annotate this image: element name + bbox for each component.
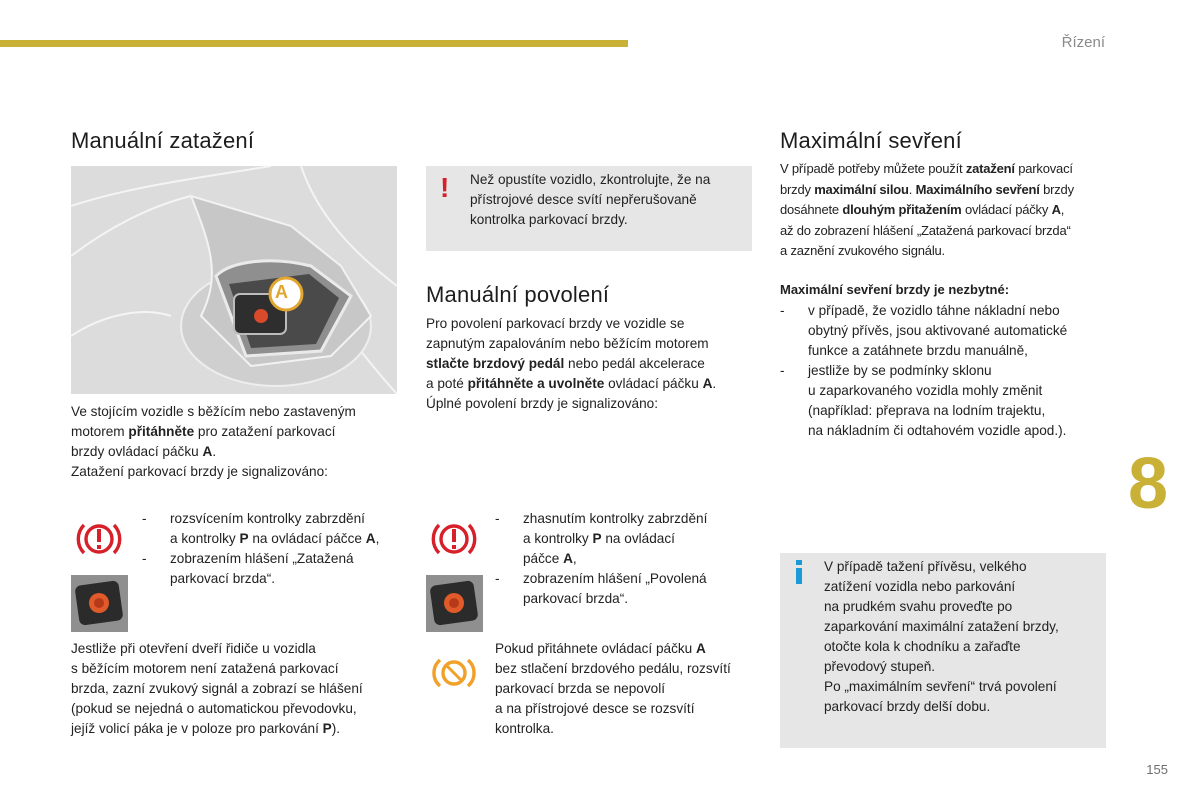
text-line [523,549,707,569]
text-line [170,509,379,529]
bold-term: A [202,444,213,459]
text-line [808,381,1066,401]
text-run: , [572,551,577,566]
text-line [71,719,401,739]
text-run: Zatažení parkovací brzdy je signalizováno: [71,464,328,479]
text-run: na prudkém svahu proveďte po [824,599,1013,614]
right-intro-paragraph [780,159,1120,262]
bold-term: P [322,721,332,736]
text-run: kontrolka. [495,721,554,736]
text-line [71,402,401,422]
section-label: Řízení [1061,34,1105,51]
text-run: . [212,444,217,459]
text-line [780,221,1120,242]
bullet-text [523,569,707,609]
bullet-item [142,549,407,589]
text-run: brzdy ovládací páčku [71,444,203,459]
brake-warning-icon [430,518,478,565]
text-run: otočte kola k chodníku a zařaďte [824,639,1021,654]
left-intro-paragraph [71,402,401,482]
right-subheading: Maximální sevření brzdy je nezbytné: [780,282,1010,297]
heading-maximum-apply: Maximální sevření [780,128,962,153]
text-run: s běžícím motorem není zatažená parkovací [71,661,339,676]
bullet-dash: - [780,363,785,378]
parking-lever-icon [71,575,128,637]
text-line [426,334,756,354]
text-line [71,462,401,482]
text-run: Pokud přitáhnete ovládací páčku [495,641,697,656]
left-bullets [142,509,407,589]
bold-term: A [702,376,713,391]
bold-term: dlouhým přitažením [842,202,962,217]
bold-term: přitáhněte [128,424,195,439]
text-run: páčce [523,551,564,566]
text-line [170,569,354,589]
text-line [808,341,1067,361]
middle-bullets [495,509,760,609]
text-line [780,241,1120,262]
bullet-text [170,549,354,589]
text-line [824,657,1104,677]
text-line [495,719,760,739]
text-run: V případě potřeby můžete použít [780,161,966,176]
bullet-dash: - [495,511,500,526]
text-run: zapnutým zapalováním nebo běžícím motorem [426,336,709,351]
text-line [808,301,1067,321]
text-line [470,170,750,190]
parking-lever-icon [426,575,483,637]
text-line [495,659,760,679]
page-number: 155 [1146,762,1168,777]
bold-term: maximální silou [814,181,909,197]
bullet-item [780,361,1115,441]
text-line [495,679,760,699]
text-run: (pokud se nejedná o automatickou převodovku, [71,701,357,716]
header-accent-bar [0,40,628,47]
text-line [470,190,750,210]
warning-icon: ! [440,172,450,203]
text-line [824,637,1104,657]
text-line [71,679,401,699]
text-run: ). [331,721,341,736]
info-icon [794,560,804,584]
bold-term: přitáhněte a uvolněte [467,376,605,391]
text-run: a kontrolky [170,531,240,546]
text-run: parkovací brzda se nepovolí [495,681,666,696]
text-line [71,639,401,659]
text-line [495,639,760,659]
brake-fault-icon [430,655,478,696]
parking-brake-illustration [71,166,397,394]
text-run: . [908,181,916,197]
warning-text [470,170,750,230]
text-line [71,422,401,442]
text-run: jejíž volicí páka je v poloze pro parkování [71,721,323,736]
text-run: Po „maximálním sevření“ trvá povolení [824,679,1057,694]
text-line [495,699,760,719]
text-run: (například: přeprava na lodním trajektu, [808,403,1046,418]
heading-manual-release: Manuální povolení [426,282,610,307]
text-run: rozsvícením kontrolky zabrzdění [170,511,365,526]
text-line [426,354,756,374]
text-run: zobrazením hlášení „Zatažená [170,551,354,566]
text-run: parkovací [1014,161,1073,176]
text-line [170,549,354,569]
bullet-dash: - [142,551,147,566]
chapter-number: 8 [1127,444,1168,524]
text-line [71,699,401,719]
text-run: zobrazením hlášení „Povolená [523,571,707,586]
text-run: kontrolka parkovací brzdy. [470,212,628,227]
left-door-paragraph [71,639,401,739]
text-run: parkovací brzda“. [523,591,629,606]
bold-term: Maximálního sevření [915,181,1040,197]
bullet-text [808,301,1067,361]
heading-manual-apply: Manuální zatažení [71,128,255,153]
brake-warning-icon [75,518,123,565]
text-line [426,314,756,334]
text-run: ovládací páčku [604,376,703,391]
bold-term: P [592,531,602,546]
text-line [824,617,1104,637]
text-run: na ovládací [601,531,675,546]
text-run: zhasnutím kontrolky zabrzdění [523,511,708,526]
text-line [808,321,1067,341]
text-run: v případě, že vozidlo táhne nákladní nebo [808,303,1060,318]
text-run: jestliže by se podmínky sklonu [808,363,992,378]
right-bullets [780,301,1115,441]
bullet-item [495,509,760,569]
text-run: Ve stojícím vozidle s běžícím nebo zastaveným [71,404,356,419]
text-line [523,589,707,609]
bold-term: A [696,641,706,656]
bold-term: A [563,551,573,566]
info-text [824,557,1104,717]
text-run: funkce a zatáhnete brzdu manuálně, [808,343,1028,358]
text-run: brzdy [1039,181,1074,197]
text-run: obytný přívěs, jsou aktivované automatické [808,323,1068,338]
text-run: a poté [426,376,468,391]
text-run: převodový stupeň. [824,659,936,674]
text-line [824,577,1104,597]
bold-term: zatažení [965,161,1015,176]
text-line [523,569,707,589]
text-line [808,401,1066,421]
text-run: Než opustíte vozidlo, zkontrolujte, že na [470,172,711,187]
text-run: , [1060,202,1065,217]
bullet-text [170,509,379,549]
text-run: ovládací páčky [961,202,1052,217]
text-line [780,159,1120,180]
text-line [780,180,1120,201]
bullet-dash: - [780,303,785,318]
text-line [470,210,750,230]
bullet-item [495,569,760,609]
bold-term: A [365,531,376,546]
text-run: Pro povolení parkovací brzdy ve vozidle se [426,316,685,331]
middle-fault-paragraph [495,639,760,739]
bullet-dash: - [142,511,147,526]
text-run: zaparkování maximální zatažení brzdy, [824,619,1059,634]
warning-box [426,166,752,251]
text-run: parkovací brzda“. [170,571,276,586]
text-run: a kontrolky [523,531,593,546]
text-run: dosáhnete [780,202,843,217]
text-run: parkovací brzdy delší dobu. [824,699,991,714]
text-run: a na přístrojové desce se rozsvítí [495,701,695,716]
text-line [71,442,401,462]
text-line [71,659,401,679]
bold-term: stlačte brzdový pedál [426,356,565,371]
text-run: . [712,376,717,391]
text-run: brzdy [780,181,815,197]
text-run: Jestliže při otevření dveří řidiče u vozidla [71,641,316,656]
info-box [780,553,1106,748]
text-run: brzda, zazní zvukový signál a zobrazí se hlášení [71,681,363,696]
callout-label-a: A [275,282,288,302]
text-line [523,509,707,529]
text-run: a zaznění zvukového signálu. [780,243,945,258]
text-run: , [375,531,380,546]
text-line [824,677,1104,697]
text-line [824,597,1104,617]
bullet-item [780,301,1115,361]
bullet-text [523,509,707,569]
text-line [170,529,379,549]
text-run: u zaparkovaného vozidla mohly změnit [808,383,1043,398]
text-line [780,200,1120,221]
text-line [824,697,1104,717]
bullet-item [142,509,407,549]
text-run: na nákladním či odtahovém vozidle apod.). [808,423,1067,438]
text-run: nebo pedál akcelerace [564,356,705,371]
text-line [808,421,1066,441]
text-run: Úplné povolení brzdy je signalizováno: [426,396,658,411]
text-line [808,361,1066,381]
text-run: zatížení vozidla nebo parkování [824,579,1016,594]
bold-term: A [1051,202,1061,217]
bold-term: P [239,531,249,546]
bullet-text [808,361,1066,441]
text-run: bez stlačení brzdového pedálu, rozsvítí [495,661,731,676]
middle-intro-paragraph [426,314,756,414]
text-run: pro zatažení parkovací [194,424,336,439]
text-line [426,374,756,394]
text-line [824,557,1104,577]
text-run: V případě tažení přívěsu, velkého [824,559,1027,574]
text-line [426,394,756,414]
text-run: až do zobrazení hlášení „Zatažená parkovací brzda“ [780,222,1071,238]
text-line [523,529,707,549]
text-run: přístrojové desce svítí nepřerušovaně [470,192,697,207]
bullet-dash: - [495,571,500,586]
text-run: motorem [71,424,129,439]
text-run: na ovládací páčce [248,531,366,546]
